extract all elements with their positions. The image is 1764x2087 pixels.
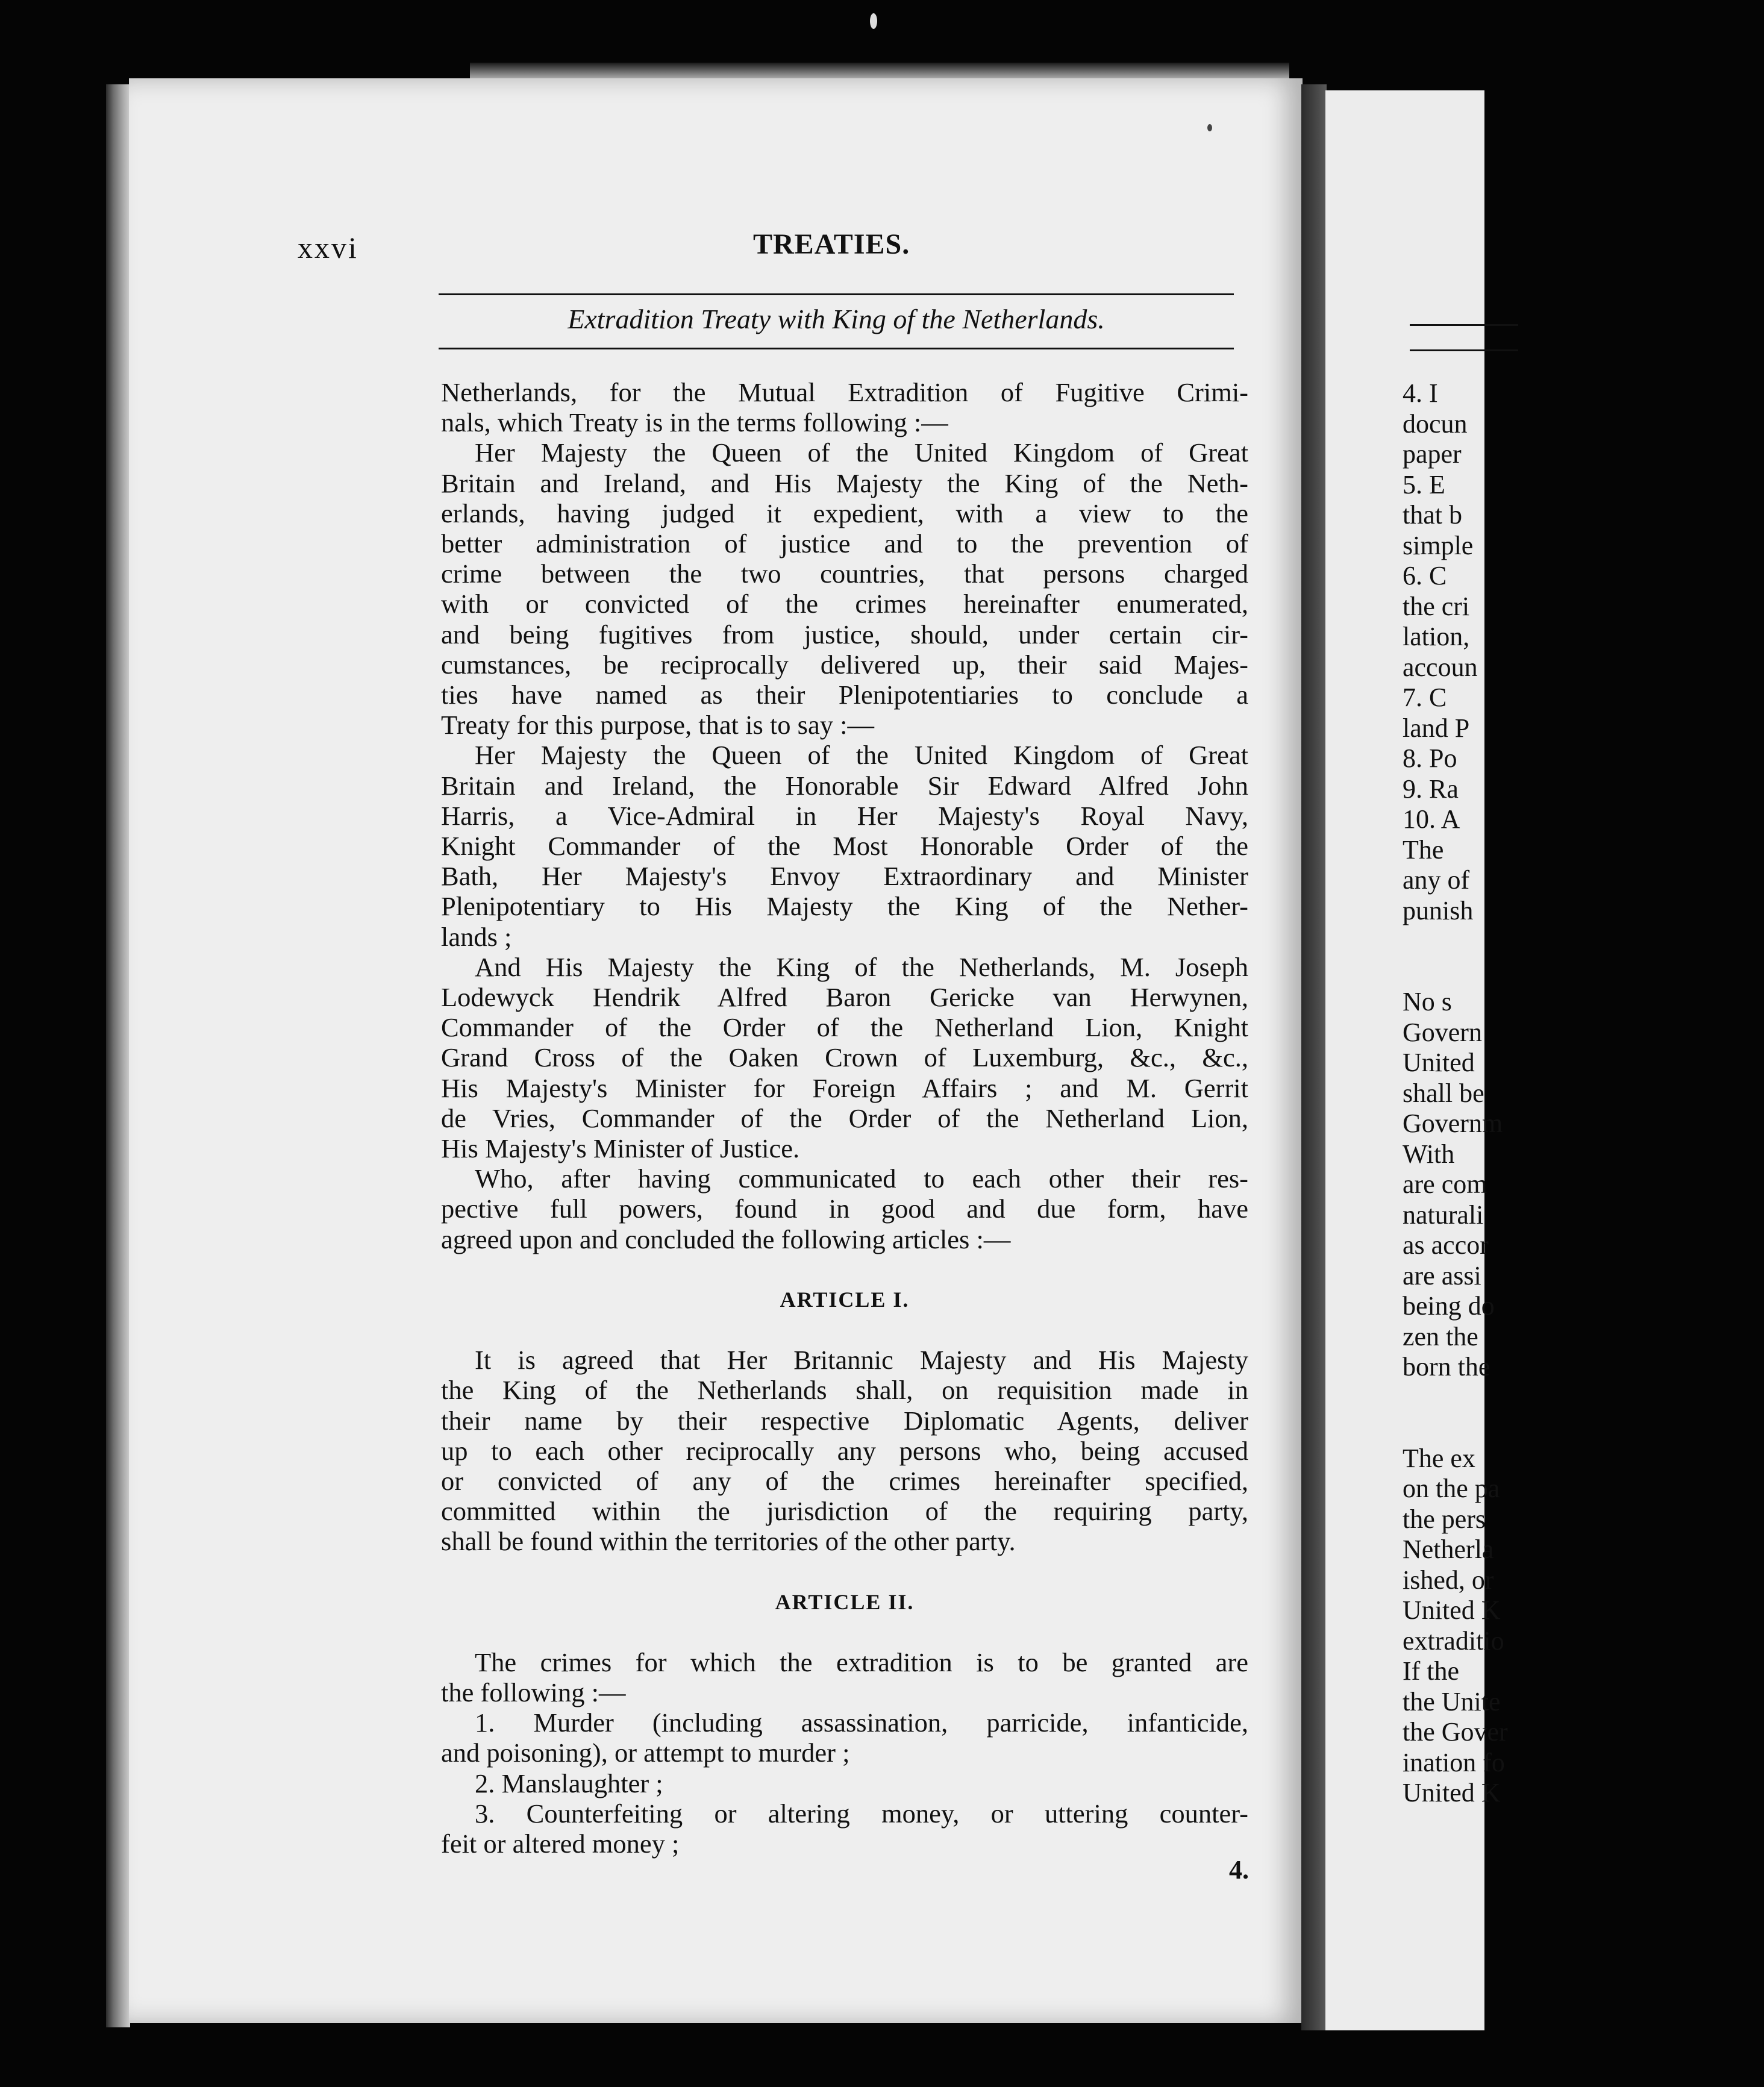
text-line: feit or altered money ; [441, 1828, 680, 1859]
right-page-gap [1403, 926, 1764, 957]
text-line: their name by their respective Diplomatic Agents, deliver [441, 1405, 1248, 1436]
right-page-line: 4. I [1403, 378, 1438, 408]
right-page-line: 9. Ra [1403, 774, 1459, 804]
right-page-rule [1410, 349, 1518, 351]
right-page-line: 5. E [1403, 469, 1445, 499]
text-line: shall be found within the territories of the other party. [441, 1526, 1016, 1557]
text-line: The crimes for which the extradition is to be granted are [475, 1647, 1248, 1677]
text-line: nals, which Treaty is in the terms following :— [441, 407, 948, 438]
treaty-body-text [441, 377, 1248, 1859]
right-page-line: are com [1403, 1169, 1487, 1199]
right-page-fragment [1325, 90, 1508, 2030]
text-line: Plenipotentiary to His Majesty the King of the Nether- [441, 891, 1248, 922]
book-gutter [1301, 84, 1327, 2030]
text-line: Bath, Her Majesty's Envoy Extraordinary and Minister [441, 861, 1248, 892]
right-page-line: United K [1403, 1778, 1501, 1807]
text-line: up to each other reciprocally any persons who, being accused [441, 1435, 1248, 1466]
text-line: crime between the two countries, that persons charged [441, 559, 1248, 589]
right-page-line: 6. C [1403, 561, 1447, 590]
right-page-line: on the pa [1403, 1474, 1500, 1503]
text-line: It is agreed that Her Britannic Majesty and His Majesty [475, 1345, 1248, 1375]
right-page-line: the Gover [1403, 1717, 1508, 1747]
text-line: Grand Cross of the Oaken Crown of Luxemburg, &c., &c., [441, 1042, 1248, 1073]
book-spine-edge [106, 84, 130, 2027]
text-line: Lodewyck Hendrik Alfred Baron Gericke van Herwynen, [441, 982, 1248, 1013]
text-line: and poisoning), or attempt to murder ; [441, 1738, 850, 1768]
text-line: better administration of justice and to the prevention of [441, 528, 1248, 559]
text-line: ties have named as their Plenipotentiaries to conclude a [441, 680, 1248, 710]
right-page-line: docun [1403, 408, 1468, 439]
right-page-line: lation, [1403, 622, 1470, 651]
right-page-line: the cri [1403, 591, 1470, 621]
right-page-gap [1403, 957, 1764, 987]
text-line: And His Majesty the King of the Netherlands, M. Joseph [475, 951, 1248, 982]
text-line: Britain and Ireland, and His Majesty the King of the Neth- [441, 468, 1248, 498]
article-heading: ARTICLE II. [775, 1589, 915, 1614]
text-line: with or convicted of the crimes hereinafter enumerated, [441, 589, 1248, 619]
right-page-line: land P [1403, 713, 1470, 743]
right-page-line: The [1403, 834, 1444, 865]
scan-speck [870, 13, 877, 29]
header-rule-bottom [439, 348, 1234, 349]
text-line: 3. Counterfeiting or altering money, or uttering counter- [475, 1798, 1248, 1829]
right-page-line: The ex [1403, 1443, 1475, 1473]
right-page-line: zen the [1403, 1321, 1478, 1351]
text-line: agreed upon and concluded the following articles :— [441, 1224, 1011, 1254]
right-page-line: ination fo [1403, 1747, 1505, 1777]
right-page-line: naturali [1403, 1200, 1484, 1230]
right-page-line: as accor [1403, 1230, 1489, 1260]
article-heading: ARTICLE I. [780, 1287, 910, 1312]
right-page-line: the Unite [1403, 1686, 1501, 1716]
right-page-line: born the [1403, 1352, 1490, 1381]
right-page-gap [1403, 1383, 1764, 1413]
right-page-line: are assi [1403, 1260, 1481, 1291]
right-page-line: Netherla [1403, 1535, 1494, 1564]
right-page-line: United K [1403, 1595, 1501, 1625]
text-line: the following :— [441, 1677, 626, 1707]
right-page-line: accoun [1403, 652, 1478, 682]
text-line: Knight Commander of the Most Honorable Order of the [441, 831, 1248, 862]
right-page-line: Govern [1403, 1017, 1482, 1047]
right-page-gap [1403, 1413, 1764, 1444]
text-line: Commander of the Order of the Netherland Lion, Knight [441, 1012, 1248, 1043]
right-page-line: shall be [1403, 1078, 1484, 1108]
right-page-line: 8. Po [1403, 743, 1457, 773]
header-rule-top [439, 293, 1234, 295]
running-head: TREATIES. [753, 228, 910, 260]
text-line: Netherlands, for the Mutual Extradition of Fugitive Crimi- [441, 377, 1248, 407]
right-page-line: 7. C [1403, 683, 1447, 712]
right-page-rule [1410, 324, 1518, 326]
text-line: Her Majesty the Queen of the United Kingdom of Great [475, 437, 1248, 468]
signature-mark: 4. [1229, 1855, 1249, 1885]
right-page-line: If the [1403, 1656, 1460, 1686]
right-page-line: the pers [1403, 1504, 1486, 1534]
page-folio: xxvi [298, 231, 358, 264]
text-line: Harris, a Vice-Admiral in Her Majesty's Royal Navy, [441, 800, 1248, 831]
paragraph-gap [441, 1557, 1248, 1587]
right-page-line: any of [1403, 865, 1470, 895]
paragraph-gap [441, 1617, 1248, 1647]
text-line: His Majesty's Minister of Justice. [441, 1133, 800, 1164]
right-page-line: No s [1403, 987, 1452, 1016]
text-line: Treaty for this purpose, that is to say :— [441, 710, 874, 740]
right-page-line: extraditio [1403, 1625, 1504, 1656]
right-page-line: ished, or [1403, 1565, 1494, 1595]
text-line: the King of the Netherlands shall, on requisition made in [441, 1375, 1248, 1406]
text-line: committed within the jurisdiction of the requiring party, [441, 1496, 1248, 1527]
right-page-line: With [1403, 1139, 1455, 1169]
paragraph-gap [441, 1254, 1248, 1284]
text-line: cumstances, be reciprocally delivered up, their said Majes- [441, 649, 1248, 680]
text-line: and being fugitives from justice, should, under certain cir- [441, 619, 1248, 649]
right-page-line: being do [1403, 1291, 1495, 1321]
text-line: Who, after having communicated to each other their res- [475, 1163, 1248, 1194]
text-line: erlands, having judged it expedient, with a view to the [441, 498, 1248, 528]
right-page-line: simple [1403, 530, 1474, 560]
scan-speck [1207, 124, 1212, 131]
text-line: de Vries, Commander of the Order of the Netherland Lion, [441, 1103, 1248, 1133]
text-line: Britain and Ireland, the Honorable Sir Edward Alfred John [441, 770, 1248, 801]
text-line: lands ; [441, 921, 512, 952]
right-page-line: Governm [1403, 1109, 1503, 1138]
text-line: Her Majesty the Queen of the United Kingdom of Great [475, 740, 1248, 771]
right-page-line: 10. A [1403, 804, 1460, 834]
text-line: 1. Murder (including assassination, parricide, infanticide, [475, 1707, 1248, 1738]
right-page-line: punish [1403, 895, 1474, 925]
paragraph-gap [441, 1315, 1248, 1345]
right-page-text [1403, 378, 1764, 1809]
right-page-line: paper [1403, 439, 1462, 469]
text-line: 2. Manslaughter ; [475, 1768, 663, 1798]
section-subhead: Extradition Treaty with King of the Netherlands. [568, 304, 1105, 334]
text-line: pective full powers, found in good and due form, have [441, 1194, 1248, 1224]
right-page-line: United [1403, 1048, 1475, 1077]
text-line: or convicted of any of the crimes hereinafter specified, [441, 1465, 1248, 1496]
text-line: His Majesty's Minister for Foreign Affairs ; and M. Gerrit [441, 1072, 1248, 1103]
right-page-line: that b [1403, 500, 1462, 530]
